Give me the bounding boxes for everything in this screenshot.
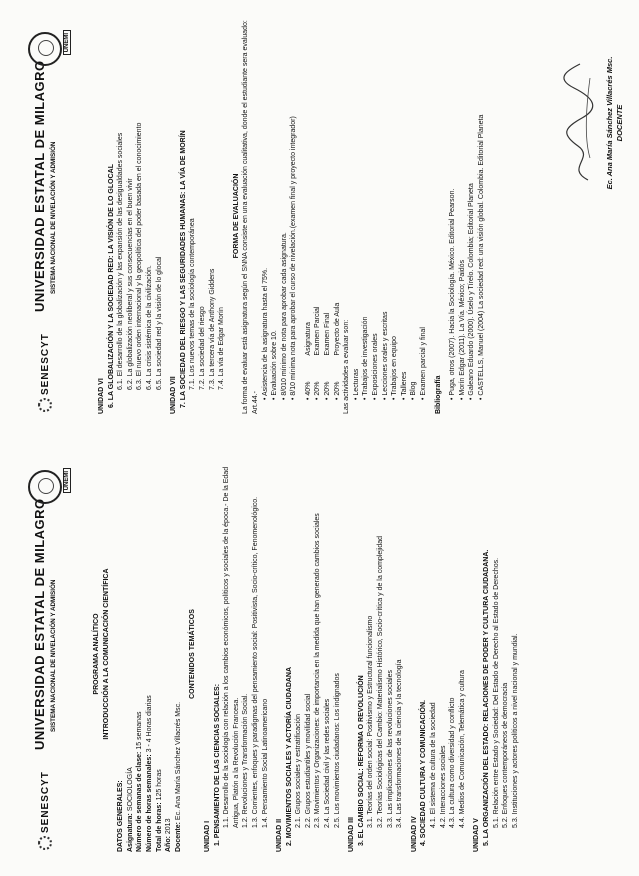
unit-item: 2.1. Grupos sociales y estratificación <box>295 714 303 828</box>
grade-row <box>333 18 343 414</box>
unit-item: 7.3. La tercera vía de Anthony Giddens <box>208 268 216 390</box>
unit-label: UNIDAD V <box>473 818 481 852</box>
senescyt-name: SENESCYT <box>39 333 51 395</box>
unit-title: 1. PENSAMIENTO DE LAS CIENCIAS SOCIALES: <box>213 683 221 846</box>
unit-item: 5.1. Relación entre Estado y Sociedad: Del Estado de Derecho al Estado de Derechos. <box>492 557 500 828</box>
unit-item: 4.1. El sistema de cultura de la sociedad <box>430 702 437 828</box>
unit-title: 3. EL CAMBIO SOCIAL: REFORMA O REVOLUCIÓN <box>357 675 365 846</box>
unit-item: 3.3. Las implicaciones de las revoluciones sociales <box>386 670 394 828</box>
signature-scribble <box>560 58 600 188</box>
unit-label: UNIDAD VI <box>98 378 105 414</box>
unit-item: 6.4. La crisis sistémica de la civilización. <box>145 265 153 390</box>
activities-heading: Las actividades a evaluar son: <box>343 319 351 414</box>
general-key: Total de horas: <box>155 802 163 852</box>
grade-row <box>304 18 314 414</box>
handwritten-signature <box>560 58 600 188</box>
evaluation-bullet: • Evaluación sobre 10. <box>270 18 280 414</box>
general-value: Ec. Ana María Sánchez Villacrés Msc. <box>174 701 182 823</box>
evaluation-heading: FORMA DE EVALUACIÓN <box>232 173 240 259</box>
grade-name: Examen Parcial <box>314 306 322 356</box>
general-key: Docente: <box>174 822 182 852</box>
bibliography-entry: • CASTELLS, Manuel (2004) La sociedad red: una visión global. Colombia. Editorial Planeta <box>477 18 487 414</box>
unit-item: 3.4. Las transformaciones de la ciencia y la tecnología <box>396 659 404 828</box>
unit-item: 3.2. Teorías Sociológicas del Cambio: Materialismo Histórico, Socio-crítica y de la complejidad <box>377 535 385 828</box>
grade-pct: 20% <box>314 381 322 396</box>
bibliography-entry: • Galeano Eduardo (2000). Úselo y Tírelo. Colombia; Editorial Planeta <box>467 18 477 414</box>
general-row <box>164 456 174 852</box>
general-value: 15 semanas <box>136 711 144 752</box>
evaluation-article: Art.44.- <box>251 391 259 414</box>
unit-item: 6.1. El desarrollo de la globalización y las expansión de las desigualdades sociales <box>117 132 125 390</box>
bibliography-heading: Bibliografía <box>434 375 442 414</box>
signature-role: DOCENTE <box>615 104 624 142</box>
unit-label: UNIDAD I <box>203 820 211 852</box>
activity-item: • Examen parcial y final <box>419 18 429 414</box>
unit-item: 6.5. La sociedad red y la visión de lo glocal <box>155 256 163 390</box>
senescyt-logo <box>38 771 52 850</box>
grade-name: Proyecto de Aula <box>333 302 341 356</box>
general-row <box>126 456 136 852</box>
general-value: 3 - 4 Horas diarias <box>145 695 153 755</box>
unit-item: 1.2. Revoluciones y Transformación Social. <box>242 693 250 828</box>
activity-item: • Blog <box>409 18 419 414</box>
university-name: UNIVERSIDAD ESTATAL DE MILAGRO <box>32 498 47 750</box>
general-row <box>155 456 165 852</box>
grade-pct: 20% <box>324 381 332 396</box>
evaluation-bullet: • 8/10 mínima nota para aprobar el curso de nivelación.(examen final y proyecto integrador) <box>289 18 299 414</box>
senescyt-logo <box>38 333 52 412</box>
unit-item: 2.5. Los movimientos ciudadanos: Los indignados <box>333 673 341 828</box>
general-key: Asignatura: <box>126 813 134 852</box>
activity-item: • Lecciones orales y escritas <box>381 18 391 414</box>
units-right <box>97 18 227 414</box>
university-name: UNIVERSIDAD ESTATAL DE MILAGRO <box>32 60 47 312</box>
unit-item: 4.4. Medios de Comunicación, Telemática y cultura <box>458 670 466 828</box>
unit-title: 2. MOVIMIENTOS SOCIALES Y ACTORÍA CIUDADANA <box>285 666 293 846</box>
unit-item: 6.3. El nuevo orden internacional y la geopolítica del poder basada en el conocimiento <box>136 122 144 390</box>
unit-label: UNIDAD III <box>348 817 356 852</box>
senescyt-icon <box>38 836 52 850</box>
system-name: SISTEMA NACIONAL DE NIVELACIÓN Y ADMISIÓN <box>50 141 57 294</box>
grade-row <box>323 18 333 414</box>
unit-item: 7.2. La sociedad del riesgo <box>198 306 206 390</box>
general-row <box>174 456 184 852</box>
evaluation-text: La forma de evaluar está asignatura según el SNNA consiste en una evaluación cualitativa, donde el estudiante sera evaluado: <box>242 20 250 414</box>
signature-name: Ec. Ana María Sánchez Villacrés Msc. <box>605 56 614 190</box>
senescyt-name: SENESCYT <box>39 771 51 833</box>
unit-title: 7. LA SOCIEDAD DEL RIESGO Y LAS SEGURIDADES HUMANAS: LA VÍA DE MORÍN <box>179 130 187 408</box>
unit-title: 5. LA ORGANIZACIÓN DEL ESTADO: RELACIONES DE PODER Y CULTURA CIUDADANA. <box>482 549 490 846</box>
system-name: SISTEMA NACIONAL DE NIVELACIÓN Y ADMISIÓN <box>50 579 57 732</box>
general-data <box>126 456 184 852</box>
activity-item: • Lecturas <box>352 18 362 414</box>
unit-label: UNIDAD II <box>276 818 284 852</box>
bibliography-entry: • Morín Edgar (2011). La Vía. México; Paidós <box>458 18 468 414</box>
course-title: INTRODUCCIÓN A LA COMUNICACIÓN CIENTÍFICA <box>102 568 110 740</box>
general-value: SOCIOLOGÍA <box>126 767 134 814</box>
grade-pct: 40% <box>304 381 312 396</box>
contents-heading: CONTENIDOS TEMÁTICOS <box>189 609 197 699</box>
general-key: Número de semanas de clase: <box>136 751 144 852</box>
unit-item: 1.1. Desarrollo de la sociología con relación a los cambios económicos, políticos y sociales de la época.- De la Edad Antigua, Platón a la Revolución Francesa. <box>223 466 240 828</box>
body-left <box>92 456 520 852</box>
activity-item: • Trabajos en equipo <box>390 18 400 414</box>
grade-pct: 20% <box>333 381 341 396</box>
senescyt-icon <box>38 398 52 412</box>
unit-item: 5.3. Instituciones y actores políticos a nivel nacional y mundial. <box>511 633 519 828</box>
activity-item: • Trabajos de investigación <box>361 18 371 414</box>
bibliography-list <box>448 18 486 414</box>
university-seal-icon <box>28 32 62 66</box>
page-left <box>0 438 639 876</box>
evaluation-bullets <box>261 18 299 414</box>
unit-title: 6. LA GLOBALIZACIÓN Y LA SOCIEDAD RED: LA VISIÓN DE LO GLOCAL <box>107 164 115 408</box>
unit-item: 3.1. Teorías del orden social: Positivismo y Estructural funcionalismo <box>367 615 375 828</box>
unit-item: 6.2. La globalización neoliberal y sus consecuencias en el buen vivir <box>126 178 134 390</box>
evaluation-bullet: • Asistencia de la asignatura hasta el 75%. <box>261 18 271 414</box>
university-seal-icon <box>28 470 62 504</box>
general-heading: DATOS GENERALES: <box>117 780 125 852</box>
general-value: 2013 <box>165 818 173 837</box>
signature-block <box>605 28 625 218</box>
unit-label: UNIDAD IV <box>410 816 418 852</box>
general-row <box>135 456 145 852</box>
general-key: Año: <box>165 836 173 852</box>
grade-weights <box>304 18 342 414</box>
unit-item: 2.4. La Sociedad civil y las redes sociales <box>324 698 332 828</box>
grade-name: Asignatura <box>304 322 312 356</box>
program-title: PROGRAMA ANALÍTICO <box>93 613 100 695</box>
body-right <box>92 18 487 414</box>
unit-item: 2.3. Movimientos y Organizaciones: de importancia en la medida que han generado cambios sociales <box>314 513 322 828</box>
unit-item: 4.2. Interacciones sociales <box>439 745 447 828</box>
evaluation-bullet: • 8/010 mínimo de nota para aprobar cada asignatura. <box>280 18 290 414</box>
unit-item: 2.2. Grupos estudiantiles y movilidad social <box>304 693 312 828</box>
activity-item: • Talleres <box>400 18 410 414</box>
unit-title: 4. SOCIEDAD CULTURA Y COMUNICACIÓN. <box>420 700 428 846</box>
unit-item: 7.4. La vía de Edgar Morín <box>218 307 226 390</box>
general-row <box>145 456 155 852</box>
activities-list <box>352 18 429 414</box>
bibliography-entry: • Puga, otros (2007). Hacia la Sociología. México. Editorial Pearson. <box>448 18 458 414</box>
units-left <box>203 456 520 852</box>
general-value: 125 horas <box>155 769 163 803</box>
general-key: Número de horas semanales: <box>145 754 153 852</box>
unit-label: UNIDAD VII <box>170 376 178 414</box>
unit-item: 4.3. La cultura como diversidad y conflicto <box>449 697 457 828</box>
activity-item: • Exposiciones orales <box>371 18 381 414</box>
grade-name: Examen Final <box>324 312 332 356</box>
unit-item: 1.3. Corrientes, enfoques y paradigmas del pensamiento social: Positivista, Socio-crítico, Fenomenológico. <box>251 496 259 828</box>
header-right <box>28 12 88 412</box>
seal-tag: UNEMI <box>63 468 71 493</box>
header-left <box>28 450 88 850</box>
unit-item: 7.1. Los nuevos temas de la sociología contemporánea <box>189 218 197 390</box>
unit-item: 5.2. Enfoques contemporáneos de democracia <box>502 682 510 828</box>
seal-tag: UNEMI <box>63 30 71 55</box>
unit-item: 1.4. Pensamiento Social Latinoamericano <box>261 698 269 828</box>
grade-row <box>313 18 323 414</box>
